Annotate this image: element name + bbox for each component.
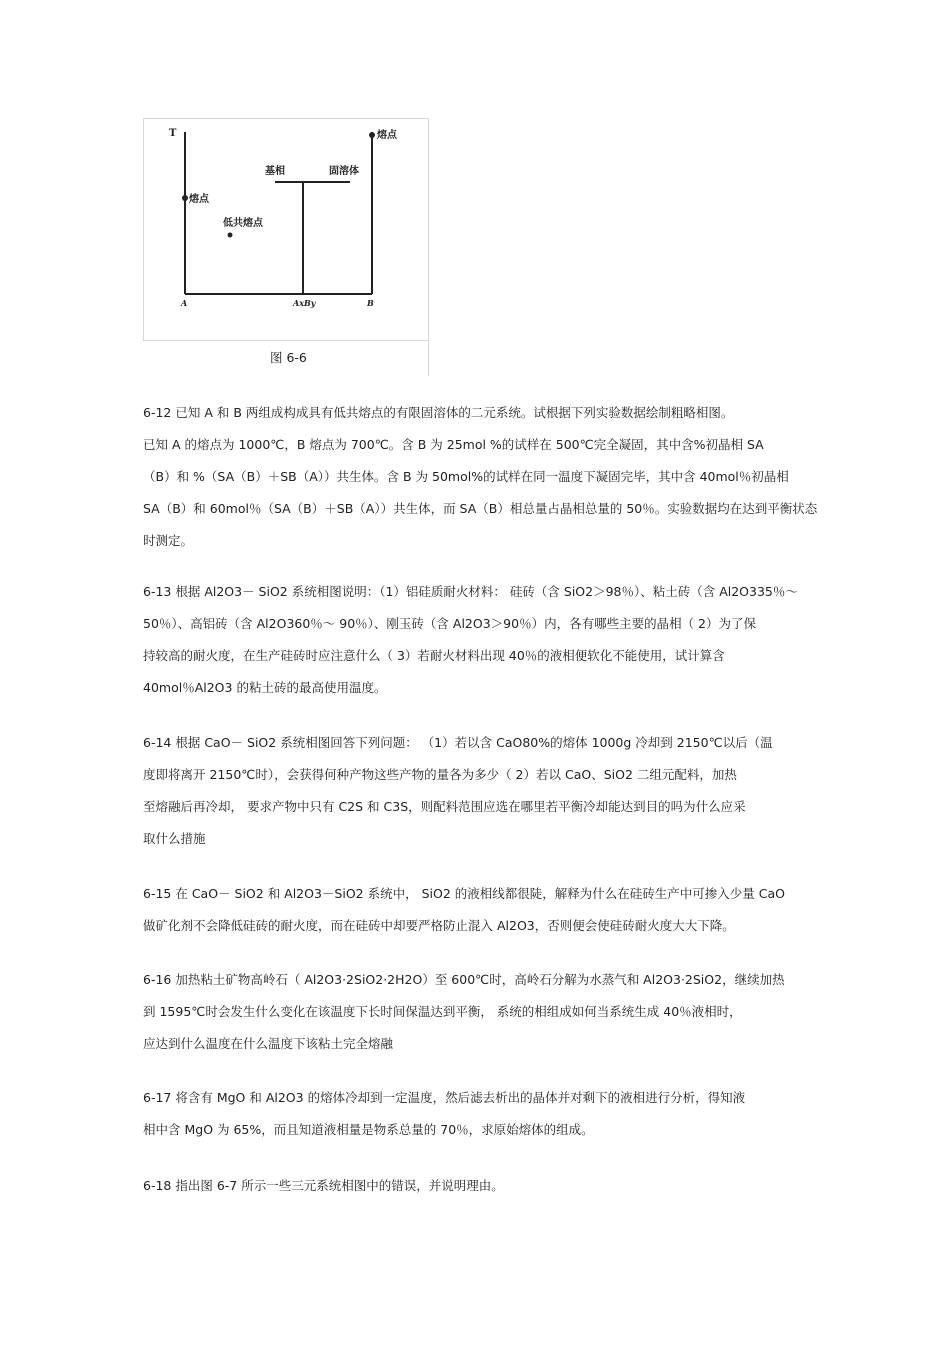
problem-6-18 xyxy=(143,1170,813,1202)
problem-6-14 xyxy=(143,727,813,855)
problem-6-17-line: 6-17 将含有 MgO 和 Al2O3 的熔体冷却到一定温度，然后滤去析出的晶体并对剩下的液相进行分析，得知液 xyxy=(143,1090,746,1105)
problem-6-12-line: 时测定。 xyxy=(143,533,194,548)
melting-point-a-label: 熔点 xyxy=(189,194,209,205)
problem-6-12 xyxy=(143,397,818,557)
eutectic-label: 低共熔点 xyxy=(223,218,263,229)
problem-6-16 xyxy=(143,964,813,1060)
figure-frame-divider xyxy=(143,340,429,341)
problem-6-13-line: 40mol％Al2O3 的粘土砖的最高使用温度。 xyxy=(143,680,387,695)
melting-point-a-marker xyxy=(182,195,188,201)
problem-6-12-line: SA（B）和 60mol％（SA（B）＋SB（A））共生体，而 SA（B）相总量占晶相总量的 50％。实验数据均在达到平衡状态 xyxy=(143,501,818,516)
problem-6-14-line: 6-14 根据 CaO－ SiO2 系统相图回答下列问题： （1）若以含 CaO80%的熔体 1000g 冷却到 2150℃以后（温 xyxy=(143,735,773,750)
figure-caption: 图 6-6 xyxy=(270,350,307,365)
problem-6-18-line: 6-18 指出图 6-7 所示一些三元系统相图中的错误，并说明理由。 xyxy=(143,1178,504,1193)
problem-6-12-line: 已知 A 的熔点为 1000℃，B 熔点为 700℃。含 B 为 25mol %的试样在 500℃完全凝固，其中含%初晶相 SA xyxy=(143,437,764,452)
problem-6-16-line: 应达到什么温度在什么温度下该粘土完全熔融 xyxy=(143,1036,394,1051)
component-b-label: B xyxy=(367,298,374,308)
eutectic-point-marker xyxy=(228,233,233,238)
problem-6-12-line: 6-12 已知 A 和 B 两组成构成具有低共熔点的有限固溶体的二元系统。试根据下列实验数据绘制粗略相图。 xyxy=(143,405,734,420)
problem-6-15 xyxy=(143,878,813,942)
problem-6-17 xyxy=(143,1082,813,1146)
phase-diagram-figure xyxy=(143,118,429,376)
figure-frame-right xyxy=(428,118,429,376)
component-a-label: A xyxy=(181,298,188,308)
phase-diagram xyxy=(157,122,417,312)
melting-point-b-label: 熔点 xyxy=(377,130,397,141)
problem-6-13-line: 6-13 根据 Al2O3－ SiO2 系统相图说明：（1）铝硅质耐火材料： 硅砖（含 SiO2＞98％）、粘土砖（含 Al2O335％～ xyxy=(143,584,798,599)
problem-6-13-line: 50％）、高铝砖（含 Al2O360％～ 90％）、刚玉砖（含 Al2O3＞90％）内，各有哪些主要的晶相（ 2）为了保 xyxy=(143,616,757,631)
figure-frame-left xyxy=(143,118,144,340)
problem-6-17-line: 相中含 MgO 为 65%，而且知道液相量是物系总量的 70％，求原始熔体的组成。 xyxy=(143,1122,594,1137)
solid-solution-label: 固溶体 xyxy=(329,166,359,177)
problem-6-15-line: 做矿化剂不会降低硅砖的耐火度，而在硅砖中却要严格防止混入 Al2O3，否则便会使硅砖耐火度大大下降。 xyxy=(143,918,735,933)
problem-6-14-line: 取什么措施 xyxy=(143,831,206,846)
compound-label: AxBy xyxy=(293,298,316,308)
melting-point-b-marker xyxy=(369,132,375,138)
problem-6-15-line: 6-15 在 CaO－ SiO2 和 Al2O3－SiO2 系统中， SiO2 的液相线都很陡，解释为什么在硅砖生产中可掺入少量 CaO xyxy=(143,886,785,901)
matrix-phase-label: 基相 xyxy=(265,166,285,177)
problem-6-16-line: 到 1595℃时会发生什么变化在该温度下长时间保温达到平衡， 系统的相组成如何当系统生成 40％液相时， xyxy=(143,1004,742,1019)
figure-frame-top xyxy=(143,118,429,119)
problem-6-13-line: 持较高的耐火度，在生产硅砖时应注意什么（ 3）若耐火材料出现 40％的液相便软化不能使用，试计算含 xyxy=(143,648,725,663)
problem-6-14-line: 度即将离开 2150℃时），会获得何种产物这些产物的量各为多少（ 2）若以 CaO、SiO2 二组元配料，加热 xyxy=(143,767,737,782)
problem-6-16-line: 6-16 加热粘土矿物高岭石（ Al2O3·2SiO2·2H2O）至 600℃时，高岭石分解为水蒸气和 Al2O3·2SiO2，继续加热 xyxy=(143,972,785,987)
problem-6-13 xyxy=(143,576,813,704)
temperature-axis-label: T xyxy=(169,128,177,139)
problem-6-12-line: （B）和 %（SA（B）＋SB（A））共生体。含 B 为 50mol%的试样在同一温度下凝固完毕，其中含 40mol％初晶相 xyxy=(143,469,789,484)
problem-6-14-line: 至熔融后再冷却， 要求产物中只有 C2S 和 C3S，则配料范围应选在哪里若平衡冷却能达到目的吗为什么应采 xyxy=(143,799,746,814)
